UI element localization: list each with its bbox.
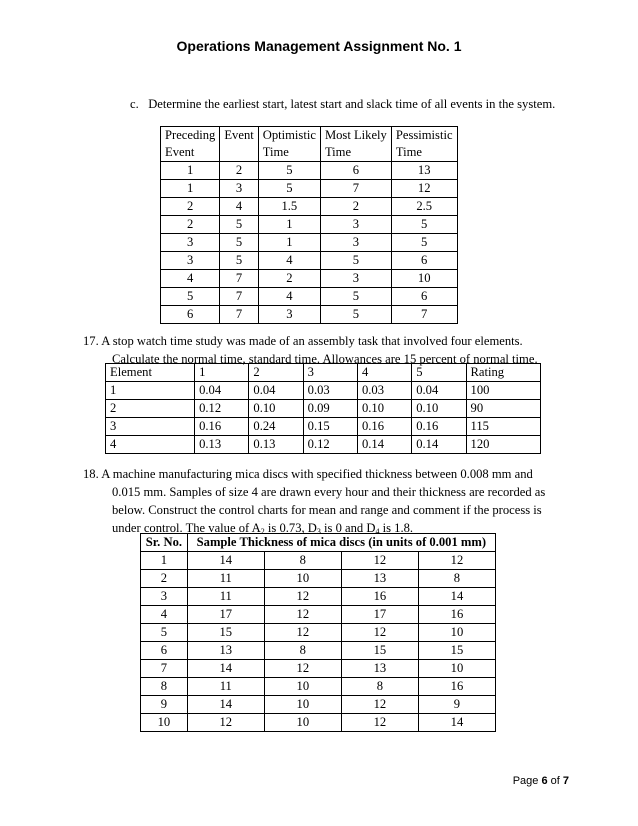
table-cell: 6 bbox=[320, 162, 391, 180]
table-cell: 9 bbox=[418, 696, 495, 714]
table-row bbox=[141, 642, 496, 660]
table-cell: 7 bbox=[320, 180, 391, 198]
footer-current-page: 6 bbox=[541, 775, 548, 787]
header-line: Preceding bbox=[165, 128, 216, 142]
table-cell: 0.10 bbox=[357, 400, 411, 418]
table-header-cell: Rating bbox=[466, 364, 540, 382]
table-cell: 5 bbox=[320, 288, 391, 306]
table-cell: 0.04 bbox=[249, 382, 303, 400]
q17-text: A stop watch time study was made of an assembly task that involved four elements. Calculate the normal time, standard time. Allowances are 15 percent of normal time. bbox=[101, 334, 538, 366]
table-cell: 14 bbox=[187, 552, 264, 570]
table-cell: 0.12 bbox=[195, 400, 249, 418]
table-cell: 5 bbox=[391, 216, 457, 234]
table-cell: 3 bbox=[320, 270, 391, 288]
table-cell: 2.5 bbox=[391, 198, 457, 216]
table-cell: 10 bbox=[264, 696, 341, 714]
table-header-cell: Sample Thickness of mica discs (in units of 0.001 mm) bbox=[187, 534, 495, 552]
table-row bbox=[161, 234, 458, 252]
q18-text-a: is 0.73, D bbox=[264, 521, 317, 535]
table-cell: 0.12 bbox=[303, 436, 357, 454]
table-cell: 10 bbox=[264, 570, 341, 588]
table-cell: 0.04 bbox=[412, 382, 466, 400]
table-row bbox=[161, 162, 458, 180]
table-cell: 13 bbox=[391, 162, 457, 180]
part-c-text: Determine the earliest start, latest start and slack time of all events in the system. bbox=[148, 97, 556, 111]
table-header-cell: 2 bbox=[249, 364, 303, 382]
table-cell: 12 bbox=[391, 180, 457, 198]
q18-number: 18. bbox=[83, 467, 99, 481]
table-row bbox=[161, 306, 458, 324]
table-cell: 1 bbox=[141, 552, 188, 570]
q18-text-d3: is 0 and D bbox=[320, 521, 376, 535]
table-cell: 0.09 bbox=[303, 400, 357, 418]
table-row bbox=[141, 660, 496, 678]
table-row bbox=[161, 180, 458, 198]
table-cell: 5 bbox=[391, 234, 457, 252]
table-cell: 7 bbox=[391, 306, 457, 324]
d3-subscript: 3 bbox=[316, 527, 321, 536]
table-cell: 0.10 bbox=[249, 400, 303, 418]
mica-thickness-table bbox=[140, 533, 496, 732]
table-row bbox=[141, 714, 496, 732]
table-row bbox=[141, 624, 496, 642]
table-cell: 10 bbox=[418, 660, 495, 678]
table-row bbox=[161, 252, 458, 270]
table-cell: 3 bbox=[320, 234, 391, 252]
table-cell: 4 bbox=[106, 436, 195, 454]
table-cell: 16 bbox=[341, 588, 418, 606]
table-header-row bbox=[161, 127, 458, 162]
table-cell: 14 bbox=[187, 660, 264, 678]
table-cell: 12 bbox=[187, 714, 264, 732]
table-cell: 1 bbox=[161, 180, 220, 198]
table-cell: 16 bbox=[418, 678, 495, 696]
table-cell: 5 bbox=[258, 162, 320, 180]
table-cell: 2 bbox=[141, 570, 188, 588]
table-cell: 13 bbox=[187, 642, 264, 660]
table-header-cell: Element bbox=[106, 364, 195, 382]
table-cell: 5 bbox=[220, 252, 258, 270]
table-header-row bbox=[141, 534, 496, 552]
q18-text: A machine manufacturing mica discs with specified thickness between 0.008 mm and 0.015 mm. Samples of size 4 are drawn every hour and their thickness are recorded as below. Construct the control charts for mean and range and comment if the process is under control. The value of A bbox=[101, 467, 546, 535]
table-cell: 4 bbox=[258, 288, 320, 306]
table-cell: 14 bbox=[187, 696, 264, 714]
table-cell: 0.16 bbox=[357, 418, 411, 436]
table-cell: 17 bbox=[341, 606, 418, 624]
table-cell: 2 bbox=[161, 216, 220, 234]
table-cell: 11 bbox=[187, 678, 264, 696]
table-row bbox=[106, 382, 541, 400]
header-line: Event bbox=[165, 145, 195, 159]
header-line: Event bbox=[224, 128, 254, 142]
table-cell: 5 bbox=[258, 180, 320, 198]
table-cell: 13 bbox=[341, 570, 418, 588]
table-cell: 100 bbox=[466, 382, 540, 400]
table-cell: 17 bbox=[187, 606, 264, 624]
header-line: Time bbox=[395, 145, 422, 159]
table-row bbox=[141, 678, 496, 696]
table-cell: 13 bbox=[341, 660, 418, 678]
table-cell: 8 bbox=[141, 678, 188, 696]
table-row bbox=[141, 570, 496, 588]
table-cell: 0.10 bbox=[412, 400, 466, 418]
table-cell: 5 bbox=[141, 624, 188, 642]
table-cell: 7 bbox=[220, 306, 258, 324]
table-row bbox=[161, 216, 458, 234]
table-cell: 0.13 bbox=[249, 436, 303, 454]
header-line: Time bbox=[262, 145, 289, 159]
table-cell: 4 bbox=[141, 606, 188, 624]
table-row bbox=[106, 436, 541, 454]
table-cell: 12 bbox=[264, 660, 341, 678]
table-row bbox=[106, 418, 541, 436]
table-cell: 3 bbox=[161, 252, 220, 270]
table-cell: 1 bbox=[258, 234, 320, 252]
q17-number: 17. bbox=[83, 334, 99, 348]
table-header-cell bbox=[161, 127, 220, 162]
table-cell: 8 bbox=[264, 642, 341, 660]
table-cell: 15 bbox=[341, 642, 418, 660]
table-cell: 0.14 bbox=[357, 436, 411, 454]
table-cell: 12 bbox=[418, 552, 495, 570]
a2-subscript: 2 bbox=[260, 527, 265, 536]
table-cell: 0.03 bbox=[303, 382, 357, 400]
table-cell: 8 bbox=[341, 678, 418, 696]
table-row bbox=[141, 588, 496, 606]
table-cell: 2 bbox=[161, 198, 220, 216]
table-cell: 10 bbox=[264, 714, 341, 732]
table-header-cell bbox=[220, 127, 258, 162]
table-header-cell: 3 bbox=[303, 364, 357, 382]
table-row bbox=[161, 270, 458, 288]
table-cell: 7 bbox=[141, 660, 188, 678]
table-cell: 3 bbox=[161, 234, 220, 252]
table-row bbox=[106, 400, 541, 418]
table-cell: 10 bbox=[264, 678, 341, 696]
header-line: Time bbox=[324, 145, 352, 159]
table-header-cell bbox=[258, 127, 320, 162]
table-cell: 12 bbox=[341, 714, 418, 732]
table-cell: 120 bbox=[466, 436, 540, 454]
table-cell: 3 bbox=[141, 588, 188, 606]
page-footer bbox=[513, 775, 569, 787]
table-cell: 9 bbox=[141, 696, 188, 714]
table-cell: 2 bbox=[320, 198, 391, 216]
footer-prefix: Page bbox=[512, 775, 542, 787]
table-cell: 6 bbox=[391, 252, 457, 270]
header-line: Most Likely bbox=[324, 128, 387, 142]
table-cell: 1 bbox=[106, 382, 195, 400]
table-header-cell: 5 bbox=[412, 364, 466, 382]
footer-total-pages: 7 bbox=[562, 775, 569, 787]
table-header-row bbox=[106, 364, 541, 382]
table-row bbox=[161, 198, 458, 216]
header-line: Optimistic bbox=[262, 128, 316, 142]
table-cell: 3 bbox=[106, 418, 195, 436]
table-cell: 10 bbox=[418, 624, 495, 642]
header-line bbox=[224, 144, 253, 161]
table-cell: 0.15 bbox=[303, 418, 357, 436]
table-cell: 7 bbox=[220, 288, 258, 306]
table-header-cell bbox=[391, 127, 457, 162]
table-row bbox=[141, 696, 496, 714]
table-cell: 0.16 bbox=[195, 418, 249, 436]
table-cell: 0.16 bbox=[412, 418, 466, 436]
table-cell: 6 bbox=[391, 288, 457, 306]
table-cell: 1.5 bbox=[258, 198, 320, 216]
table-cell: 11 bbox=[187, 570, 264, 588]
table-cell: 8 bbox=[418, 570, 495, 588]
table-cell: 2 bbox=[220, 162, 258, 180]
table-cell: 5 bbox=[320, 306, 391, 324]
table-cell: 2 bbox=[258, 270, 320, 288]
table-cell: 0.14 bbox=[412, 436, 466, 454]
table-cell: 0.04 bbox=[195, 382, 249, 400]
q18-text-d4: is 1.8. bbox=[379, 521, 414, 535]
page-title: Operations Management Assignment No. 1 bbox=[176, 38, 462, 54]
header-line: Pessimistic bbox=[395, 128, 453, 142]
table-cell: 115 bbox=[466, 418, 540, 436]
part-c-question bbox=[130, 95, 555, 113]
table-cell: 4 bbox=[258, 252, 320, 270]
table-cell: 6 bbox=[141, 642, 188, 660]
question-18 bbox=[83, 465, 553, 541]
table-cell: 3 bbox=[320, 216, 391, 234]
table-cell: 5 bbox=[161, 288, 220, 306]
table-cell: 0.24 bbox=[249, 418, 303, 436]
table-cell: 0.13 bbox=[195, 436, 249, 454]
table-cell: 3 bbox=[220, 180, 258, 198]
table-cell: 2 bbox=[106, 400, 195, 418]
table-cell: 0.03 bbox=[357, 382, 411, 400]
table-cell: 16 bbox=[418, 606, 495, 624]
table-row bbox=[141, 552, 496, 570]
table-cell: 12 bbox=[341, 696, 418, 714]
table-cell: 14 bbox=[418, 588, 495, 606]
table-cell: 7 bbox=[220, 270, 258, 288]
table-cell: 1 bbox=[161, 162, 220, 180]
d4-subscript: 4 bbox=[375, 527, 380, 536]
table-cell: 12 bbox=[264, 588, 341, 606]
table-cell: 5 bbox=[220, 216, 258, 234]
table-cell: 11 bbox=[187, 588, 264, 606]
table-header-cell bbox=[320, 127, 391, 162]
part-c-label: c. bbox=[130, 97, 139, 111]
table-row bbox=[161, 288, 458, 306]
table-cell: 15 bbox=[187, 624, 264, 642]
table-cell: 12 bbox=[264, 624, 341, 642]
table-cell: 6 bbox=[161, 306, 220, 324]
pert-table bbox=[160, 126, 458, 324]
table-cell: 3 bbox=[258, 306, 320, 324]
table-cell: 14 bbox=[418, 714, 495, 732]
table-cell: 4 bbox=[161, 270, 220, 288]
table-cell: 12 bbox=[264, 606, 341, 624]
table-cell: 15 bbox=[418, 642, 495, 660]
table-cell: 12 bbox=[341, 552, 418, 570]
table-cell: 5 bbox=[320, 252, 391, 270]
footer-middle: of bbox=[547, 775, 563, 787]
table-cell: 90 bbox=[466, 400, 540, 418]
table-cell: 1 bbox=[258, 216, 320, 234]
table-row bbox=[141, 606, 496, 624]
table-header-cell: 1 bbox=[195, 364, 249, 382]
table-header-cell: Sr. No. bbox=[141, 534, 188, 552]
table-cell: 10 bbox=[141, 714, 188, 732]
time-study-table bbox=[105, 363, 541, 454]
table-cell: 10 bbox=[391, 270, 457, 288]
table-header-cell: 4 bbox=[357, 364, 411, 382]
table-cell: 4 bbox=[220, 198, 258, 216]
table-cell: 5 bbox=[220, 234, 258, 252]
table-cell: 12 bbox=[341, 624, 418, 642]
table-cell: 8 bbox=[264, 552, 341, 570]
